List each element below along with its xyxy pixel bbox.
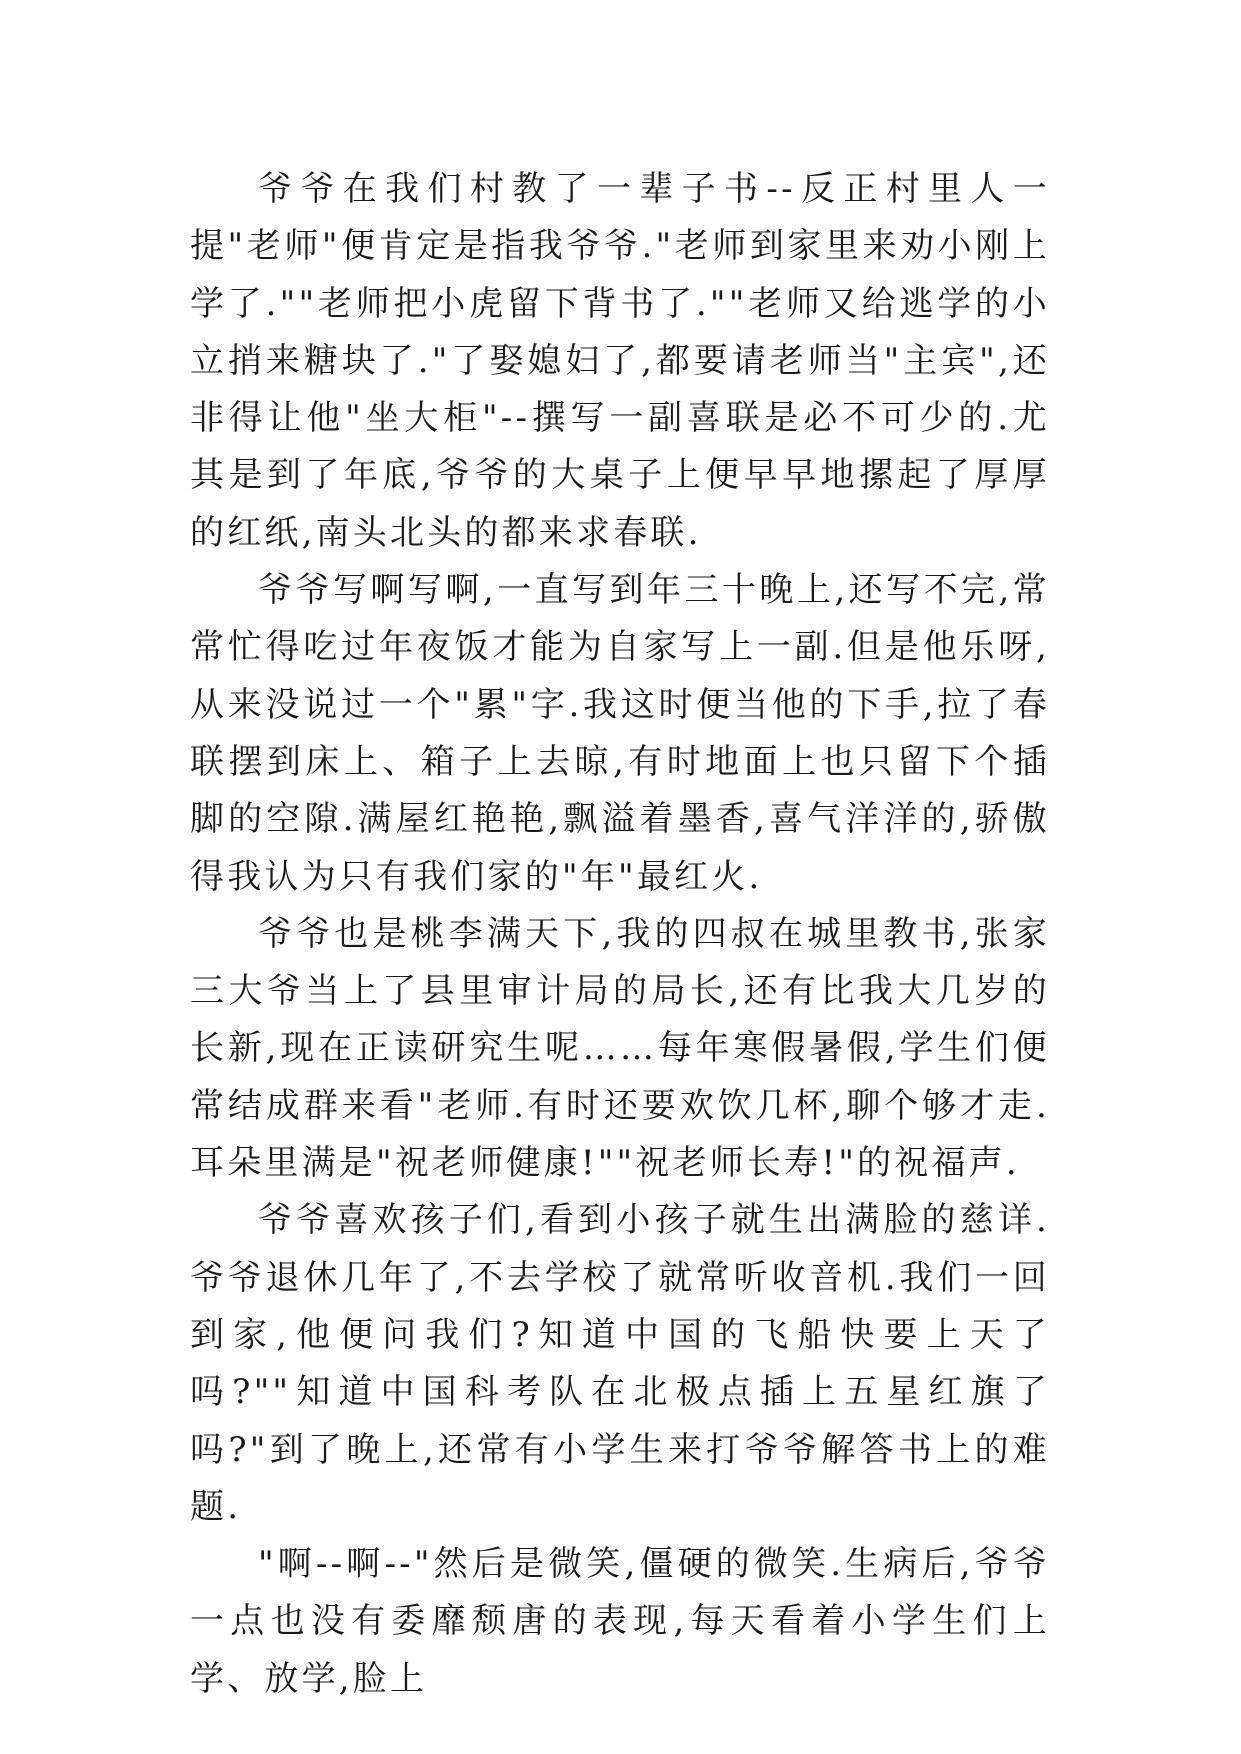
paragraph-4: 爷爷喜欢孩子们,看到小孩子就生出满脸的慈详.爷爷退休几年了,不去学校了就常听收音机.我们一回到家,他便问我们?知道中国的飞船快要上天了吗?""知道中国科考队在北极点插上五星红旗了吗?"到了晚上,还常有小学生来打爷爷解答书上的难题. xyxy=(190,1200,1050,1527)
paragraph-2: 爷爷写啊写啊,一直写到年三十晚上,还写不完,常常忙得吃过年夜饭才能为自家写上一副.但是他乐呀,从来没说过一个"累"字.我这时便当他的下手,拉了春联摆到床上、箱子上去晾,有时地面上也只留下个插脚的空隙.满屋红艳艳,飘溢着墨香,喜气洋洋的,骄傲得我认为只有我们家的"年"最红火. xyxy=(190,570,1050,897)
document-page xyxy=(190,161,1050,1708)
paragraph-5: "啊--啊--"然后是微笑,僵硬的微笑.生病后,爷爷一点也没有委靡颓唐的表现,每天看着小学生们上学、放学,脸上 xyxy=(190,1544,1050,1699)
paragraph-3: 爷爷也是桃李满天下,我的四叔在城里教书,张家三大爷当上了县里审计局的局长,还有比我大几岁的长新,现在正读研究生呢……每年寒假暑假,学生们便常结成群来看"老师.有时还要欢饮几杯,聊个够才走.耳朵里满是"祝老师健康!""祝老师长寿!"的祝福声. xyxy=(190,913,1050,1184)
paragraph-1: 爷爷在我们村教了一辈子书--反正村里人一提"老师"便肯定是指我爷爷."老师到家里来劝小刚上学了.""老师把小虎留下背书了.""老师又给逃学的小立捎来糖块了."了娶媳妇了,都要请老师当"主宾",还非得让他"坐大柜"--撰写一副喜联是必不可少的.尤其是到了年底,爷爷的大桌子上便早早地摞起了厚厚的红纸,南头北头的都来求春联. xyxy=(190,169,1050,553)
